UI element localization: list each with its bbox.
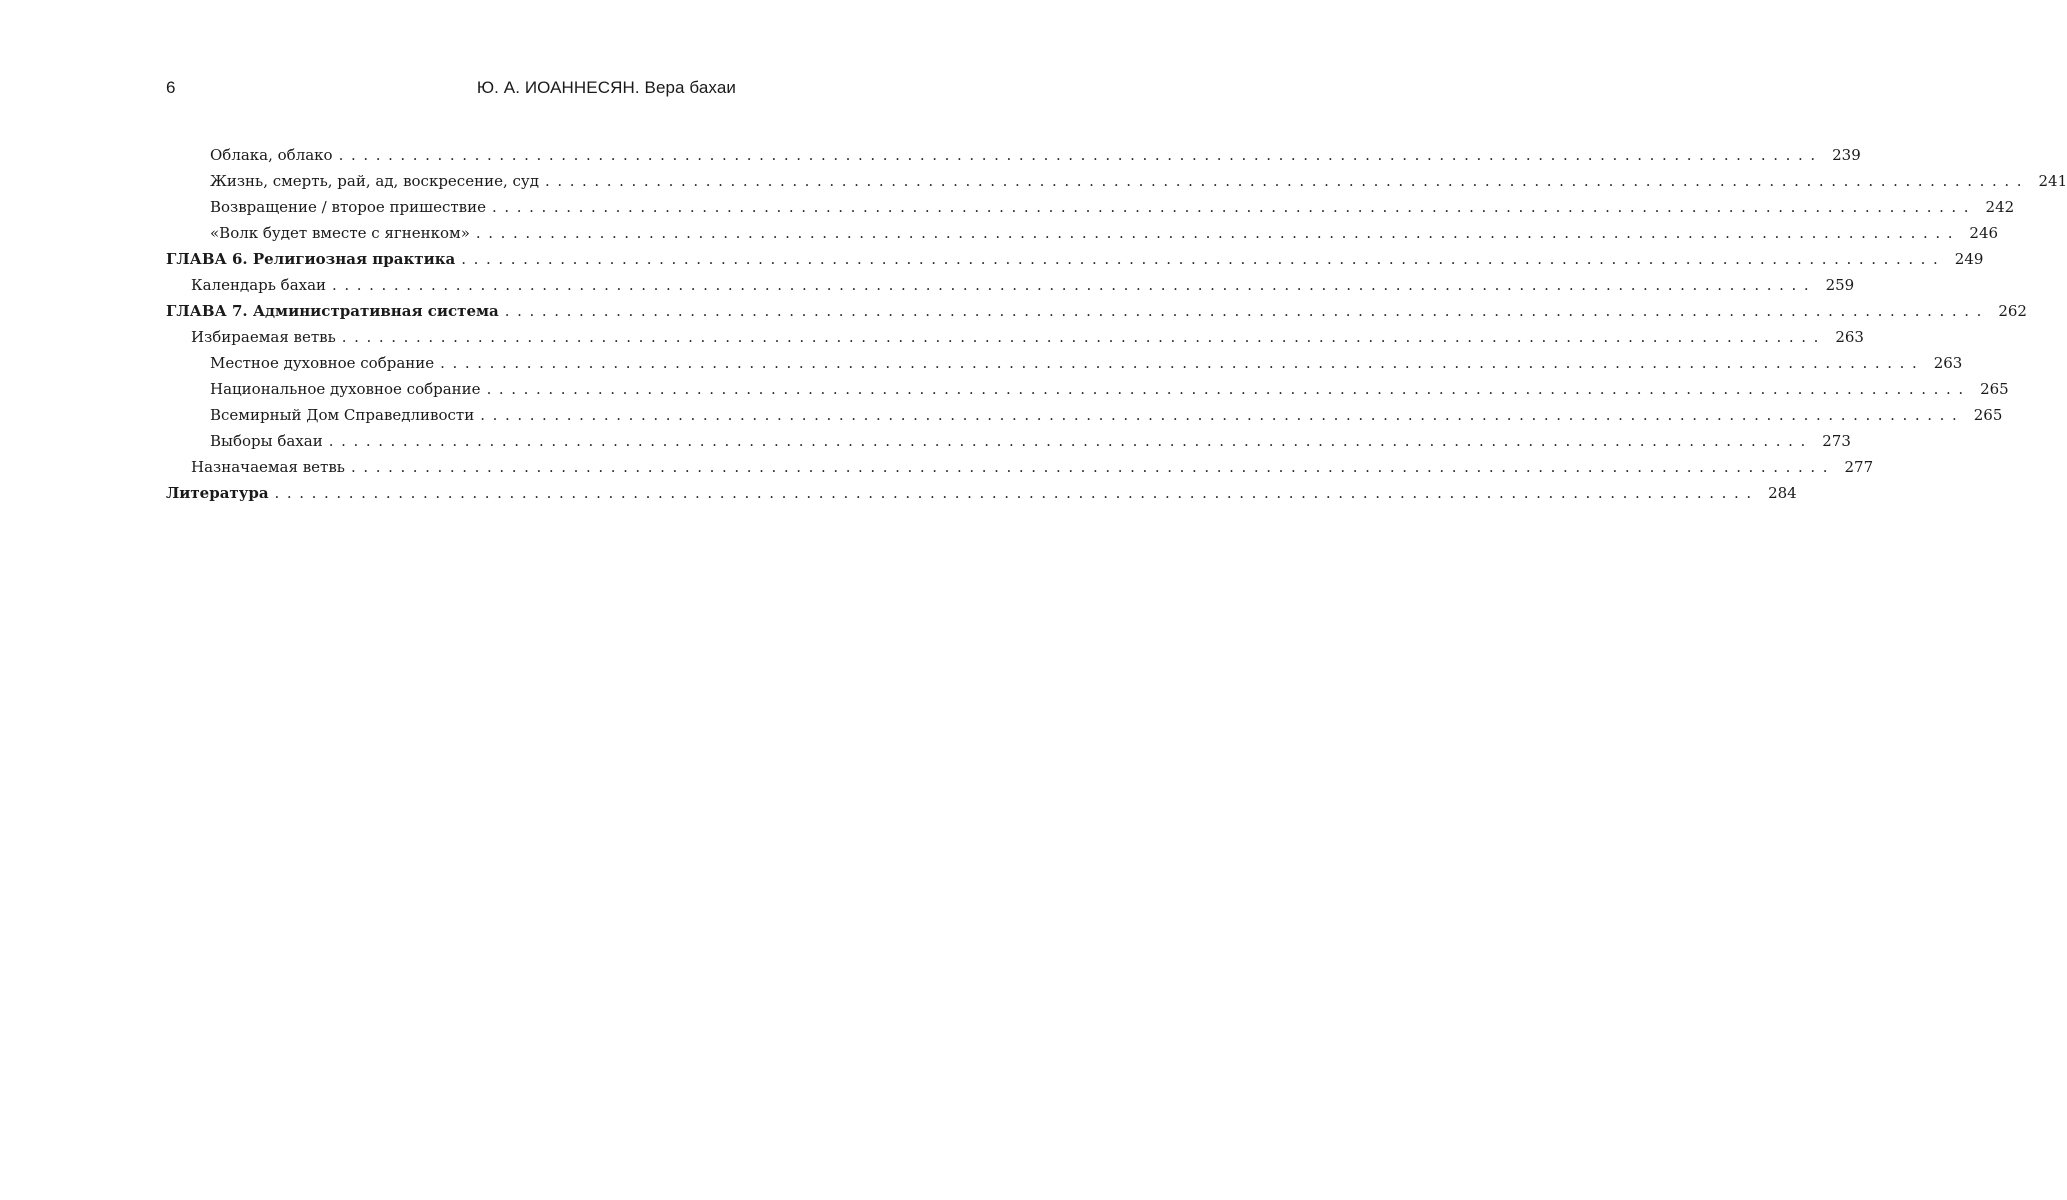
toc-entry-title: Выборы бахаи xyxy=(210,432,323,450)
toc-entry-title: Возвращение / второе пришествие xyxy=(210,198,486,216)
toc-entry-page: 263 xyxy=(1933,354,1963,372)
dot-leader: ........................................................................................................................ xyxy=(274,484,1759,502)
dot-leader: ........................................................................................................................ xyxy=(440,354,1925,372)
running-head-title: Ю. А. ИОАННЕСЯН. Вера бахаи xyxy=(476,78,736,97)
toc-entry xyxy=(166,454,1874,480)
dot-leader: ........................................................................................................................ xyxy=(486,380,1971,398)
dot-leader: ........................................................................................................................ xyxy=(480,406,1965,424)
running-head xyxy=(166,76,736,100)
toc-entry xyxy=(166,298,2027,324)
toc-entry xyxy=(166,168,2067,194)
toc-entry xyxy=(166,480,1797,506)
toc-entry-title: Всемирный Дом Справедливости xyxy=(210,406,475,424)
toc-entry xyxy=(166,402,2003,428)
toc-entry-title: Литература xyxy=(166,484,269,502)
toc-entry-page: 263 xyxy=(1835,328,1864,346)
toc-entry-title: Назначаемая ветвь xyxy=(191,458,345,476)
toc-entry-title: ГЛАВА 6. Религиозная практика xyxy=(166,250,456,268)
toc-entry-page: 262 xyxy=(1998,302,2027,320)
dot-leader: ........................................................................................................................ xyxy=(492,198,1977,216)
toc-entry xyxy=(166,428,1851,454)
table-of-contents xyxy=(166,142,2067,506)
dot-leader: ........................................................................................................................ xyxy=(544,172,2030,190)
toc-entry-page: 265 xyxy=(1973,406,2003,424)
toc-entry-page: 242 xyxy=(1985,198,2015,216)
toc-entry-page: 277 xyxy=(1844,458,1874,476)
toc-entry-page: 246 xyxy=(1969,224,1999,242)
toc-entry xyxy=(166,220,1999,246)
toc-entry-page: 273 xyxy=(1822,432,1851,450)
toc-entry-title: «Волк будет вместе с ягненком» xyxy=(210,224,470,242)
toc-entry xyxy=(166,376,2009,402)
toc-entry-page: 239 xyxy=(1832,146,1861,164)
toc-entry-page: 241 xyxy=(2038,172,2067,190)
toc-entry-title: ГЛАВА 7. Административная система xyxy=(166,302,499,320)
toc-entry-title: Облака, облако xyxy=(210,146,333,164)
dot-leader: ........................................................................................................................ xyxy=(341,328,1826,346)
dot-leader: ........................................................................................................................ xyxy=(350,458,1836,476)
toc-entry xyxy=(166,324,1864,350)
toc-entry-page: 249 xyxy=(1954,250,1984,268)
toc-entry-title: Национальное духовное собрание xyxy=(210,380,481,398)
toc-entry-title: Календарь бахаи xyxy=(191,276,327,294)
toc-entry-title: Жизнь, смерть, рай, ад, воскресение, суд xyxy=(210,172,539,190)
dot-leader: ........................................................................................................................ xyxy=(461,250,1946,268)
toc-entry-page: 259 xyxy=(1825,276,1855,294)
page-number: 6 xyxy=(166,78,176,97)
dot-leader: ........................................................................................................................ xyxy=(504,302,1989,320)
dot-leader: ........................................................................................................................ xyxy=(328,432,1813,450)
dot-leader: ........................................................................................................................ xyxy=(475,224,1961,242)
toc-entry-page: 265 xyxy=(1980,380,2009,398)
toc-entry xyxy=(166,246,1984,272)
toc-entry-page: 284 xyxy=(1768,484,1797,502)
toc-entry xyxy=(166,194,2015,220)
dot-leader: ........................................................................................................................ xyxy=(332,276,1817,294)
toc-entry xyxy=(166,350,1963,376)
toc-entry-title: Местное духовное собрание xyxy=(210,354,435,372)
dot-leader: ........................................................................................................................ xyxy=(338,146,1823,164)
toc-entry-title: Избираемая ветвь xyxy=(191,328,336,346)
toc-entry xyxy=(166,142,1861,168)
toc-entry xyxy=(166,272,1855,298)
